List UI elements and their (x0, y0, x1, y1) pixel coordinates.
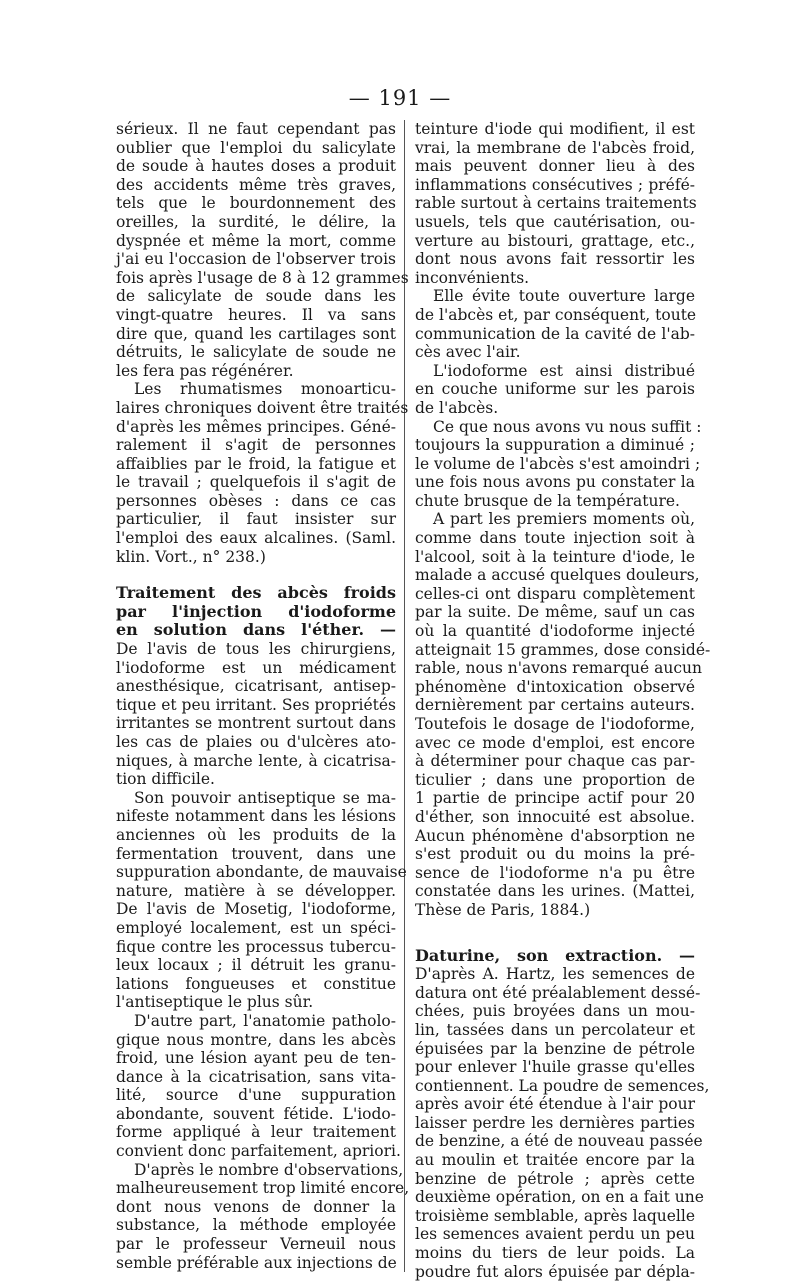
left-column-line: lité, source d'une suppuration (116, 1086, 396, 1105)
right-column-line: vrai, la membrane de l'abcès froid, (415, 138, 695, 157)
left-column-line: leux locaux ; il détruit les granu- (116, 956, 396, 975)
right-column-line: 1 partie de principe actif pour 20 (415, 789, 695, 808)
left-column-line: anesthésique, cicatrisant, antisep- (116, 677, 396, 696)
left-column-line: employé localement, est un spéci- (116, 918, 396, 937)
right-column-line: inflammations consécutives ; préfé- (415, 175, 695, 194)
left-column-line: D'autre part, l'anatomie patholo- (134, 1011, 396, 1030)
left-column-heading-line: Traitement des abcès froids (116, 583, 396, 603)
left-column-line: d'après les mêmes principes. Géné- (116, 417, 396, 436)
left-column-line: abondante, souvent fétide. L'iodo- (116, 1104, 396, 1123)
right-column-line: toujours la suppuration a diminué ; (415, 436, 695, 455)
right-column-line: chute brusque de la température. (415, 491, 680, 510)
right-column-line: dernièrement par certains auteurs. (415, 696, 695, 715)
right-column-line: Ce que nous avons vu nous suffit : (433, 417, 702, 436)
right-column-line: de l'abcès et, par conséquent, toute (415, 305, 697, 324)
left-column-line: klin. Vort., n° 238.) (116, 547, 266, 566)
right-column-line: moins du tiers de leur poids. La (415, 1244, 695, 1263)
right-column-line: avec ce mode d'emploi, est encore (415, 733, 695, 752)
left-column-line: convient donc parfaitement, apriori. (116, 1142, 401, 1161)
right-column-line: rable, nous n'avons remarqué aucun (415, 659, 702, 678)
left-column-line: de salicylate de soude dans les (116, 287, 396, 306)
left-column-line: affaiblies par le froid, la fatigue et (116, 454, 396, 473)
right-column-gap (415, 920, 695, 938)
left-column-line: fois après l'usage de 8 à 12 grammes (116, 268, 409, 287)
left-column-line: particulier, il faut insister sur (116, 510, 396, 529)
left-column-line: sérieux. Il ne faut cependant pas (116, 120, 396, 138)
right-column (411, 120, 711, 1281)
left-column-heading-line: par l'injection d'iodoforme (116, 601, 396, 621)
right-column-line: constatée dans les urines. (Mattei, (415, 882, 695, 901)
left-column-line: dont nous venons de donner la (116, 1197, 396, 1216)
left-column-line: personnes obèses : dans ce cas (116, 491, 396, 510)
page-number: — 191 — (348, 86, 452, 110)
left-column-line: D'après le nombre d'observations, (134, 1160, 404, 1179)
right-column-line: laisser perdre les dernières parties (415, 1113, 695, 1132)
left-column-line: dire que, quand les cartilages sont (116, 324, 396, 343)
right-column-line: sence de l'iodoforme n'a pu être (415, 863, 695, 882)
right-column-line: datura ont été préalablement dessé- (415, 983, 701, 1002)
left-column-line: De l'avis de Mosetig, l'iodoforme, (116, 900, 396, 919)
left-column-line: oublier que l'emploi du salicylate (116, 138, 396, 157)
left-column-line: tique et peu irritant. Ses propriétés (116, 695, 396, 714)
right-column-line: celles-ci ont disparu complètement (415, 584, 695, 603)
right-column-line: s'est produit ou du moins la pré- (415, 845, 695, 864)
right-column-line: D'après A. Hartz, les semences de (415, 965, 695, 984)
left-column-line: Les rhumatismes monoarticu- (134, 380, 396, 399)
right-column-line: Aucun phénomène d'absorption ne (415, 826, 695, 845)
left-column-line: tion difficile. (116, 770, 215, 789)
right-column-line: ticulier ; dans une proportion de (415, 770, 695, 789)
left-column-line: détruits, le salicylate de soude ne (116, 343, 396, 362)
left-column-line: l'antiseptique le plus sûr. (116, 993, 314, 1012)
left-column-line: malheureusement trop limité encore, (116, 1179, 410, 1198)
left-column-line: de soude à hautes doses a produit (116, 157, 396, 176)
right-column-line: usuels, tels que cautérisation, ou- (415, 212, 695, 231)
right-column-line: après avoir été étendue à l'air pour (415, 1095, 695, 1114)
right-column-line: épuisées par la benzine de pétrole (415, 1039, 695, 1058)
right-column-line: communication de la cavité de l'ab- (415, 324, 695, 343)
right-column-line: contiennent. La poudre de semences, (415, 1076, 710, 1095)
right-column-line: de l'abcès. (415, 398, 499, 417)
right-column-line: inconvénients. (415, 268, 530, 287)
left-column-line: forme appliqué à leur traitement (116, 1123, 396, 1142)
right-column-line: par la suite. De même, sauf un cas (415, 603, 695, 622)
right-column-line: malade a accusé quelques douleurs, (415, 566, 700, 585)
left-column-line: anciennes où les produits de la (116, 825, 396, 844)
right-column-line: de benzine, a été de nouveau passée (415, 1132, 703, 1151)
right-column-line: atteignait 15 grammes, dose considé- (415, 640, 711, 659)
left-column-line: niques, à marche lente, à cicatrisa- (116, 751, 396, 770)
left-column-line: Son pouvoir antiseptique se ma- (134, 788, 396, 807)
left-column-line: j'ai eu l'occasion de l'observer trois (116, 250, 396, 269)
left-column-line: des accidents même très graves, (116, 175, 396, 194)
left-column-line: suppuration abondante, de mauvaise (116, 863, 407, 882)
right-column-line: où la quantité d'iodoforme injecté (415, 622, 695, 641)
left-column-line: le travail ; quelquefois il s'agit de (116, 473, 396, 492)
right-column-heading-line: Daturine, son extraction. — (415, 945, 695, 965)
right-column-line: chées, puis broyées dans un mou- (415, 1002, 695, 1021)
left-column-line: gique nous montre, dans les abcès (116, 1030, 396, 1049)
left-column-line: par le professeur Verneuil nous (116, 1235, 396, 1254)
right-column-line: deuxième opération, on en a fait une (415, 1188, 704, 1207)
left-column-line: oreilles, la surdité, le délire, la (116, 212, 396, 231)
right-column-line: troisième semblable, après laquelle (415, 1206, 695, 1225)
right-column-line: à déterminer pour chaque cas par- (415, 752, 695, 771)
left-column-line: fique contre les processus tubercu- (116, 937, 396, 956)
right-column-line: benzine de pétrole ; après cette (415, 1169, 695, 1188)
right-column-line: pour enlever l'huile grasse qu'elles (415, 1058, 695, 1077)
right-column-line: A part les premiers moments où, (433, 510, 695, 529)
left-column-line: nature, matière à se développer. (116, 881, 396, 900)
left-column-line: ralement il s'agit de personnes (116, 436, 396, 455)
right-column-line: cès avec l'air. (415, 343, 521, 362)
left-column-line: irritantes se montrent surtout dans (116, 714, 396, 733)
right-column-line: en couche uniforme sur les parois (415, 380, 695, 399)
left-column-line: tels que le bourdonnement des (116, 194, 396, 213)
left-column-gap (116, 566, 396, 584)
left-column-line: l'emploi des eaux alcalines. (Saml. (116, 529, 396, 548)
right-column-line: rable surtout à certains traitements (415, 194, 697, 213)
right-column-line: comme dans toute injection soit à (415, 529, 695, 548)
left-column-line: dance à la cicatrisation, sans vita- (116, 1067, 396, 1086)
left-column-line: les cas de plaies ou d'ulcères ato- (116, 733, 396, 751)
left-column-line: substance, la méthode employée (116, 1216, 396, 1235)
right-column-line: Thèse de Paris, 1884.) (415, 900, 591, 919)
right-column-line: dont nous avons fait ressortir les (415, 250, 695, 269)
right-column-line: verture au bistouri, grattage, etc., (415, 231, 695, 250)
right-column-line: poudre fut alors épuisée par dépla- (415, 1262, 695, 1281)
right-column-line: Elle évite toute ouverture large (433, 287, 695, 306)
right-column-line: L'iodoforme est ainsi distribué (433, 361, 695, 380)
right-column-line: Toutefois le dosage de l'iodoforme, (415, 715, 695, 733)
right-column-line: d'éther, son innocuité est absolue. (415, 807, 695, 826)
left-column-line: lations fongueuses et constitue (116, 974, 396, 993)
left-column-heading-line: en solution dans l'éther. — (116, 620, 396, 640)
left-column-line: les fera pas régénérer. (116, 361, 294, 380)
right-column-line: au moulin et traitée encore par la (415, 1151, 695, 1170)
left-column-line: laires chroniques doivent être traités (116, 398, 409, 417)
left-column-line: fermentation trouvent, dans une (116, 844, 396, 863)
left-column-line: l'iodoforme est un médicament (116, 658, 396, 677)
left-column-line: De l'avis de tous les chirurgiens, (116, 640, 396, 659)
left-column-line: vingt-quatre heures. Il va sans (116, 305, 396, 324)
left-column-line: semble préférable aux injections de (116, 1253, 397, 1272)
right-column-line: teinture d'iode qui modifient, il est (415, 120, 695, 138)
left-column-line: froid, une lésion ayant peu de ten- (116, 1049, 396, 1068)
right-column-line: le volume de l'abcès s'est amoindri ; (415, 454, 701, 473)
left-column-line: dyspnée et même la mort, comme (116, 231, 396, 250)
left-column (116, 120, 410, 1272)
right-column-line: phénomène d'intoxication observé (415, 677, 695, 696)
right-column-line: une fois nous avons pu constater la (415, 473, 695, 492)
right-column-line: les semences avaient perdu un peu (415, 1225, 695, 1244)
right-column-line: mais peuvent donner lieu à des (415, 157, 695, 176)
right-column-line: lin, tassées dans un percolateur et (415, 1020, 695, 1039)
left-column-line: nifeste notamment dans les lésions (116, 807, 396, 826)
right-column-line: l'alcool, soit à la teinture d'iode, le (415, 547, 695, 566)
